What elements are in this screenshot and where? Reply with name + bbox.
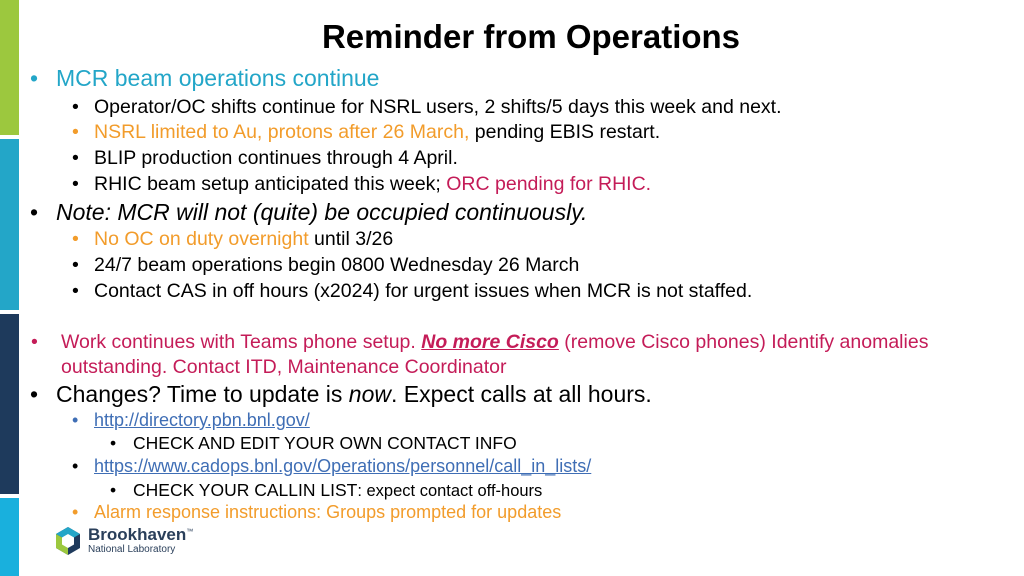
page-title: Reminder from Operations bbox=[321, 18, 741, 55]
list-item-text: 24/7 beam operations begin 0800 Wednesday 26 March bbox=[94, 254, 580, 276]
bullet-icon: • bbox=[72, 254, 79, 276]
bullet-icon: • bbox=[110, 433, 117, 453]
bullet-icon: • bbox=[72, 147, 79, 169]
list-item-text-highlight: No OC on duty overnight bbox=[94, 228, 309, 250]
accent-bar-blue bbox=[0, 139, 19, 310]
list-item bbox=[72, 280, 753, 303]
section-heading: Changes? Time to update is bbox=[56, 381, 349, 407]
callin-lists-link[interactable]: https://www.cadops.bnl.gov/Operations/personnel/call_in_lists/ bbox=[94, 456, 592, 476]
list-item bbox=[72, 254, 580, 277]
list-item-text: : expect contact off-hours bbox=[357, 482, 543, 500]
list-item-text-highlight: Alarm response instructions: Groups prompted for updates bbox=[94, 502, 562, 522]
bullet-icon: • bbox=[72, 280, 79, 302]
section-note bbox=[30, 199, 588, 226]
list-item-text: CHECK YOUR CALLIN LIST bbox=[133, 480, 358, 500]
teams-phone-paragraph bbox=[31, 330, 1019, 380]
section-heading: . Expect calls at all hours. bbox=[391, 381, 652, 407]
section-changes bbox=[30, 381, 652, 408]
logo-wordmark: Brookhaven™ bbox=[88, 525, 194, 544]
logo-subtitle: National Laboratory bbox=[88, 544, 176, 555]
no-more-cisco-emphasis: No more Cisco bbox=[421, 331, 559, 353]
bullet-icon: • bbox=[30, 381, 39, 407]
bullet-icon: • bbox=[31, 331, 38, 353]
list-item bbox=[72, 96, 782, 119]
bullet-icon: • bbox=[72, 410, 79, 430]
list-item bbox=[72, 410, 310, 431]
bullet-icon: • bbox=[72, 121, 79, 143]
bullet-icon: • bbox=[30, 199, 39, 225]
list-item-text: CHECK AND EDIT YOUR OWN CONTACT INFO bbox=[133, 433, 517, 453]
list-item bbox=[110, 433, 517, 454]
bullet-icon: • bbox=[72, 96, 79, 118]
accent-bar-cyan bbox=[0, 498, 19, 576]
list-item-text: RHIC beam setup anticipated this week; bbox=[94, 173, 447, 195]
bullet-icon: • bbox=[72, 173, 79, 195]
list-item bbox=[72, 173, 652, 196]
accent-bar-navy bbox=[0, 314, 19, 494]
section-mcr-operations bbox=[30, 65, 380, 92]
list-item-text: BLIP production continues through 4 April. bbox=[94, 147, 458, 169]
list-item-text: Operator/OC shifts continue for NSRL users, 2 shifts/5 days this week and next. bbox=[94, 96, 782, 118]
bullet-icon: • bbox=[30, 65, 39, 91]
list-item bbox=[110, 480, 543, 501]
list-item-text: pending EBIS restart. bbox=[469, 121, 661, 143]
list-item bbox=[72, 121, 661, 144]
list-item bbox=[72, 147, 458, 170]
section-heading: MCR beam operations continue bbox=[56, 65, 380, 91]
list-item bbox=[72, 502, 562, 523]
bullet-icon: • bbox=[72, 502, 79, 522]
bullet-icon: • bbox=[72, 228, 79, 250]
brookhaven-hexagon-icon bbox=[54, 526, 82, 556]
list-item bbox=[72, 456, 592, 477]
paragraph-text: (remove Cisco phones) Identify anomalies outstanding. Contact ITD, Maintenance Coordinator bbox=[61, 331, 929, 378]
list-item-text: until 3/26 bbox=[308, 228, 394, 250]
list-item bbox=[72, 228, 394, 251]
section-heading: Note: MCR will not (quite) be occupied continuously. bbox=[56, 199, 588, 225]
paragraph-text: Work continues with Teams phone setup. bbox=[61, 331, 422, 353]
section-heading-emphasis: now bbox=[348, 381, 391, 407]
bullet-icon: • bbox=[110, 480, 117, 500]
list-item-text: Contact CAS in off hours (x2024) for urgent issues when MCR is not staffed. bbox=[94, 280, 753, 302]
list-item-text-highlight: ORC pending for RHIC. bbox=[446, 173, 652, 195]
list-item-text-highlight: NSRL limited to Au, protons after 26 March, bbox=[94, 121, 470, 143]
bullet-icon: • bbox=[72, 456, 79, 476]
directory-link[interactable]: http://directory.pbn.bnl.gov/ bbox=[94, 410, 310, 430]
